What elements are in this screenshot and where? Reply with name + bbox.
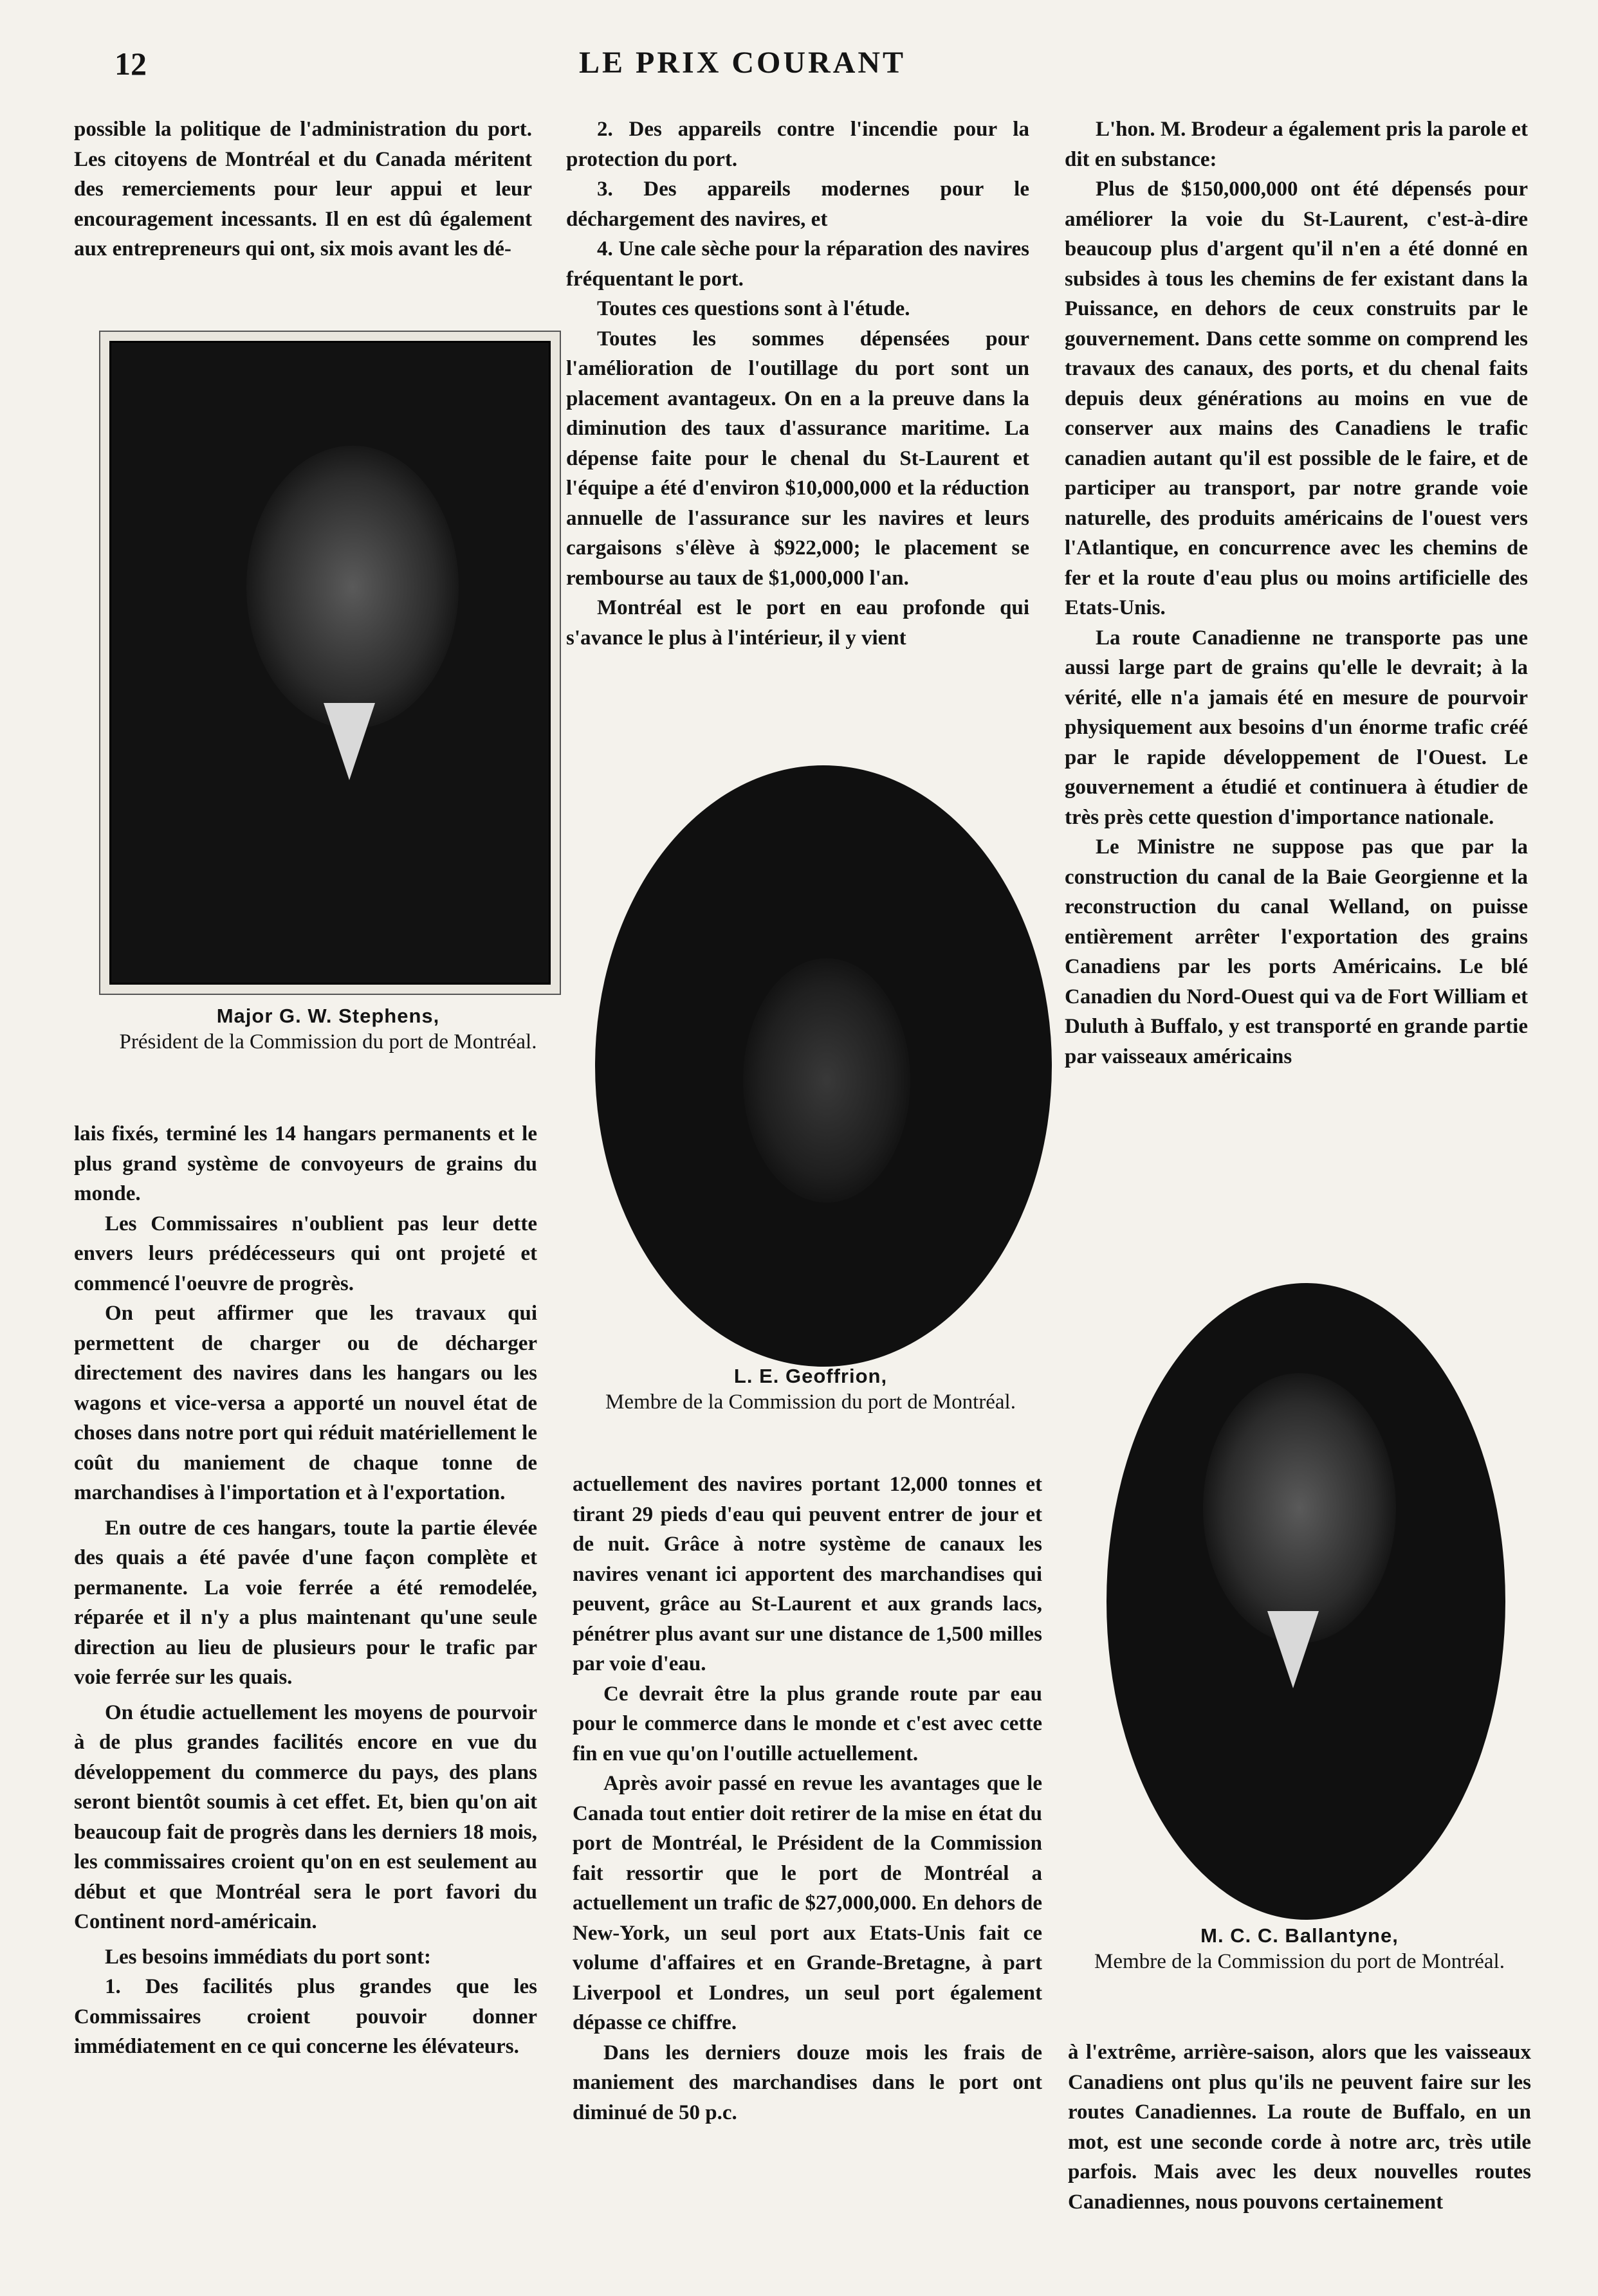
- col2-paragraph-9: Après avoir passé en revue les avantages que le Canada tout entier doit retirer de la mise en état du port de Montréal, le Président de la Commission fait ressortir que le port de Montréal a actuellement un trafic de $27,000,000. En dehors de New-York, un seul port aux Etats-Unis fait ce volume d'affaires et en Grande-Bretagne, à part Liverpool et Londres, un seul port également dépasse ce chiffre.: [573, 1772, 1042, 2034]
- caption-geoffrion-role: Membre de la Commission du port de Montréal.: [605, 1390, 1016, 1414]
- column-3-bottom: [1068, 2037, 1531, 2217]
- col3-paragraph-4: Le Ministre ne suppose pas que par la construction du canal de la Baie Georgienne et la reconstruction du canal Welland, on puisse entièrement arrêter l'exportation des grains Canadiens par les ports Américains. Le blé Canadien du Nord-Ouest qui va de Fort William et Duluth à Buffalo, y est transporté en grande partie par vaisseaux américains: [1065, 835, 1528, 1068]
- col2-paragraph-3: 4. Une cale sèche pour la réparation des navires fréquentant le port.: [566, 237, 1029, 291]
- running-title: LE PRIX COURANT: [579, 46, 906, 80]
- portrait-stephens: [109, 341, 551, 985]
- col3-paragraph-3: La route Canadienne ne transporte pas une aussi large part de grains qu'elle le devrait; à la vérité, elle n'a jamais été en mesure de pourvoir physiquement aux besoins d'un énorme trafic créé par le rapide développement de l'Ouest. Le gouvernement a étudié et continuera à étudier de très près cette question d'importance nationale.: [1065, 626, 1528, 829]
- portrait-ballantyne: [1107, 1283, 1505, 1920]
- col1-paragraph-7: Les besoins immédiats du port sont:: [105, 1945, 431, 1969]
- column-2-top: [566, 114, 1029, 653]
- portrait-face: [743, 958, 910, 1203]
- col2-paragraph-2: 3. Des appareils modernes pour le déchargement des navires, et: [566, 178, 1029, 231]
- col2-paragraph-5: Toutes les sommes dépensées pour l'amélioration de l'outillage du port sont un placement avantageux. On en a la preuve dans la diminution des taux d'assurance maritime. La dépense faite pour le chenal du St-Laurent et l'équipe a été d'environ $10,000,000 et la réduction annuelle de l'assurance sur les navires et leurs cargaisons s'élève à $922,000; le placement se rembourse au taux de $1,000,000 l'an.: [566, 327, 1029, 590]
- col2-paragraph-7: actuellement des navires portant 12,000 tonnes et tirant 29 pieds d'eau qui peuvent entrer de jour et de nuit. Grâce à notre système de canaux les navires venant ici apportent des marchandises qui peuvent, grâce au St-Laurent et aux grands lacs, pénétrer plus avant sur une distance de 1,500 milles par voie d'eau.: [573, 1473, 1042, 1675]
- caption-ballantyne: [1068, 1923, 1531, 1974]
- col2-paragraph-8: Ce devrait être la plus grande route par eau pour le commerce dans le monde et c'est avec cette fin en vue qu'on l'outille actuellement.: [573, 1682, 1042, 1765]
- portrait-collar: [324, 703, 375, 780]
- column-1-top: [74, 114, 532, 264]
- caption-ballantyne-name: M. C. C. Ballantyne,: [1200, 1924, 1399, 1947]
- portrait-face: [1203, 1373, 1396, 1643]
- col1-paragraph-8: 1. Des facilités plus grandes que les Commissaires croient pouvoir donner immédiatement en ce qui concerne les élévateurs.: [74, 1975, 537, 2058]
- caption-stephens-name: Major G. W. Stephens,: [216, 1005, 440, 1027]
- col3-paragraph-1: L'hon. M. Brodeur a également pris la parole et dit en substance:: [1065, 118, 1528, 171]
- portrait-geoffrion: [595, 765, 1052, 1367]
- col2-paragraph-4: Toutes ces questions sont à l'étude.: [597, 297, 910, 320]
- column-3-top: [1065, 114, 1528, 1071]
- col1-paragraph-6: On étudie actuellement les moyens de pourvoir à de plus grandes facilités encore en vue du développement du commerce du pays, des plans seront bientôt soumis à cet effet. Et, bien qu'on ait beaucoup fait de progrès dans les derniers 18 mois, les commissaires croient qu'on en est seulement au début et que Montréal sera le port favori du Continent nord-américain.: [74, 1700, 537, 1933]
- portrait-face: [246, 446, 459, 729]
- caption-geoffrion: [566, 1363, 1055, 1415]
- caption-geoffrion-name: L. E. Geoffrion,: [733, 1365, 888, 1387]
- caption-stephens: [109, 1003, 547, 1055]
- col1-paragraph-2: lais fixés, terminé les 14 hangars permanents et le plus grand système de convoyeurs de grains du monde.: [74, 1122, 537, 1205]
- col3-paragraph-5: à l'extrême, arrière-saison, alors que les vaisseaux Canadiens ont plus qu'ils ne peuvent faire sur les routes Canadiennes. La route de Buffalo, en un mot, est une seconde corde à notre arc, très utile parfois. Mais avec les deux nouvelles routes Canadiennes, nous pouvons certainement: [1068, 2041, 1531, 2214]
- col3-paragraph-2: Plus de $150,000,000 ont été dépensés pour améliorer la voie du St-Laurent, c'est-à-dire beaucoup plus d'argent qu'il n'en a été donné en subsides à tous les chemins de fer existant dans la Puissance, en dehors de ceux construits par le gouvernement. Dans cette somme on comprend les travaux des canaux, des ports, et du chenal faits depuis deux générations au moins en vue de conserver aux mains des Canadiens le trafic canadien autant qu'il est possible de le faire, et de participer au transport, par notre grande voie naturelle, des produits américains de l'ouest vers l'Atlantique, en concurrence avec les chemins de fer et la route d'eau plus ou moins artificielle des Etats-Unis.: [1065, 178, 1528, 619]
- page-number: 12: [115, 46, 147, 82]
- col1-paragraph-3: Les Commissaires n'oublient pas leur dette envers leurs prédécesseurs qui ont projeté et commencé l'oeuvre de progrès.: [74, 1212, 537, 1295]
- col1-paragraph-5: En outre de ces hangars, toute la partie élevée des quais a été pavée d'une façon complète et permanente. La voie ferrée a été remodelée, réparée et il n'y a plus maintenant qu'une seule direction au lieu de plusieurs pour le trafic par voie ferrée sur les quais.: [74, 1516, 537, 1689]
- caption-ballantyne-role: Membre de la Commission du port de Montréal.: [1094, 1950, 1505, 1973]
- column-2-bottom: [573, 1470, 1042, 2127]
- column-1-bottom: [74, 1119, 537, 2062]
- portrait-collar: [1267, 1611, 1319, 1688]
- col2-paragraph-6: Montréal est le port en eau profonde qui s'avance le plus à l'intérieur, il y vient: [566, 596, 1029, 650]
- col1-paragraph-1: possible la politique de l'administration du port. Les citoyens de Montréal et du Canada méritent des remerciements pour leur appui et leur encouragement incessants. Il en est dû également aux entrepreneurs qui ont, six mois avant les dé-: [74, 118, 532, 260]
- col2-paragraph-10: Dans les derniers douze mois les frais de maniement des marchandises dans le port ont diminué de 50 p.c.: [573, 2041, 1042, 2124]
- col1-paragraph-4: On peut affirmer que les travaux qui permettent de charger ou de décharger directement des navires dans les hangars ou les wagons et vice-versa a apporté un nouvel état de choses dans notre port qui réduit matériellement le coût du maniement de chaque tonne de marchandises à l'importation et à l'exportation.: [74, 1302, 537, 1504]
- col2-paragraph-1: 2. Des appareils contre l'incendie pour la protection du port.: [566, 118, 1029, 171]
- caption-stephens-role: Président de la Commission du port de Montréal.: [119, 1030, 537, 1053]
